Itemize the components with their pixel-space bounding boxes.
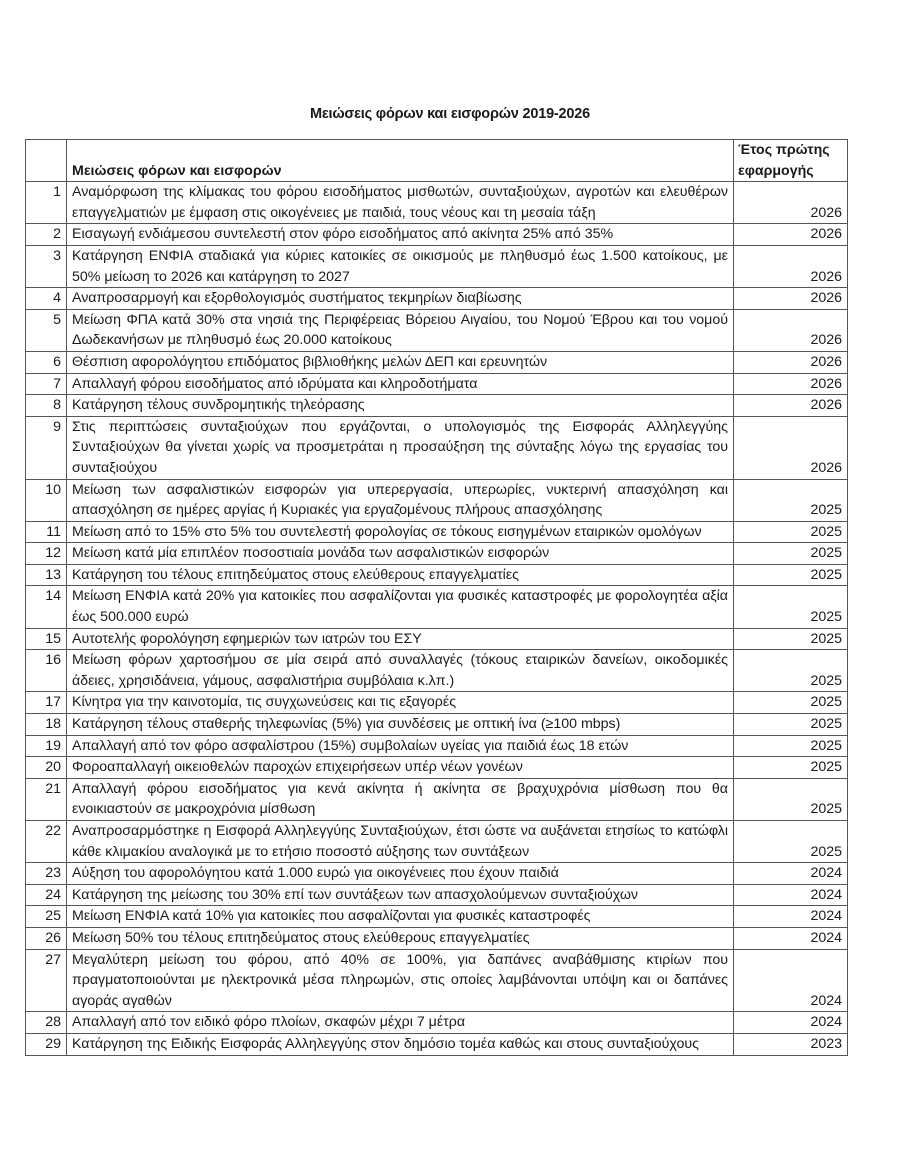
row-year: 2025 [734, 821, 848, 863]
row-description: Εισαγωγή ενδιάμεσου συντελεστή στον φόρο εισοδήματος από ακίνητα 25% από 35% [67, 224, 734, 246]
row-year: 2025 [734, 650, 848, 692]
row-description: Απαλλαγή φόρου εισοδήματος από ιδρύματα και κληροδοτήματα [67, 373, 734, 395]
table-row [26, 906, 848, 928]
row-number: 5 [26, 309, 67, 351]
row-number: 29 [26, 1033, 67, 1055]
table-row [26, 628, 848, 650]
row-year: 2024 [734, 884, 848, 906]
table-row [26, 479, 848, 521]
table-row [26, 182, 848, 224]
row-year: 2024 [734, 906, 848, 928]
row-description: Αναπροσαρμόστηκε η Εισφορά Αλληλεγγύης Συνταξιούχων, έτσι ώστε να αυξάνεται ετησίως το κατώφλι κάθε κλιμακίου αναλογικά με το ετήσιο ποσοστό αύξησης των συντάξεων [67, 821, 734, 863]
row-number: 17 [26, 692, 67, 714]
row-description: Απαλλαγή από τον φόρο ασφαλίστρου (15%) συμβολαίων υγείας για παιδιά έως 18 ετών [67, 735, 734, 757]
table-row [26, 245, 848, 287]
row-description: Μείωση των ασφαλιστικών εισφορών για υπερεργασία, υπερωρίες, νυκτερινή απασχόληση και απασχόληση σε ημέρες αργίας ή Κυριακές για εργαζομένους πλήρους απασχόλησης [67, 479, 734, 521]
row-number: 10 [26, 479, 67, 521]
row-number: 12 [26, 543, 67, 565]
row-description: Απαλλαγή από τον ειδικό φόρο πλοίων, σκαφών μέχρι 7 μέτρα [67, 1012, 734, 1034]
header-number [26, 140, 67, 182]
row-year: 2026 [734, 373, 848, 395]
row-number: 24 [26, 884, 67, 906]
table-row [26, 863, 848, 885]
table-row [26, 373, 848, 395]
table-row [26, 1012, 848, 1034]
row-year: 2026 [734, 245, 848, 287]
row-number: 14 [26, 586, 67, 628]
table-row [26, 309, 848, 351]
row-description: Μείωση φόρων χαρτοσήμου σε μία σειρά από συναλλαγές (τόκους εταιρικών δανείων, οικοδομικές άδειες, χρησιδάνεια, γάμους, ασφαλιστήρια συμβόλαια κ.λπ.) [67, 650, 734, 692]
row-year: 2025 [734, 692, 848, 714]
row-description: Κατάργηση της μείωσης του 30% επί των συντάξεων των απασχολούμενων συνταξιούχων [67, 884, 734, 906]
row-year: 2025 [734, 521, 848, 543]
table-row [26, 714, 848, 736]
table-row [26, 395, 848, 417]
row-year: 2026 [734, 288, 848, 310]
row-description: Μείωση ΦΠΑ κατά 30% στα νησιά της Περιφέρειας Βόρειου Αιγαίου, του Νομού Έβρου και του νομού Δωδεκανήσων με πληθυσμό έως 20.000 κατοίκους [67, 309, 734, 351]
row-year: 2024 [734, 1012, 848, 1034]
tax-reductions-table [25, 139, 848, 1056]
header-description: Μειώσεις φόρων και εισφορών [67, 140, 734, 182]
row-number: 2 [26, 224, 67, 246]
row-year: 2025 [734, 586, 848, 628]
row-year: 2026 [734, 416, 848, 479]
row-description: Κατάργηση τέλους σταθερής τηλεφωνίας (5%) για συνδέσεις με οπτική ίνα (≥100 mbps) [67, 714, 734, 736]
row-year: 2026 [734, 224, 848, 246]
row-year: 2024 [734, 863, 848, 885]
row-description: Μείωση 50% του τέλους επιτηδεύματος στους ελεύθερους επαγγελματίες [67, 927, 734, 949]
row-description: Μείωση ΕΝΦΙΑ κατά 10% για κατοικίες που ασφαλίζονται για φυσικές καταστροφές [67, 906, 734, 928]
row-description: Κίνητρα για την καινοτομία, τις συγχωνεύσεις και τις εξαγορές [67, 692, 734, 714]
document-title: Μειώσεις φόρων και εισφορών 2019-2026 [309, 106, 591, 122]
row-number: 27 [26, 949, 67, 1012]
row-description: Αναπροσαρμογή και εξορθολογισμός συστήματος τεκμηρίων διαβίωσης [67, 288, 734, 310]
row-year: 2025 [734, 735, 848, 757]
row-year: 2026 [734, 182, 848, 224]
table-row [26, 778, 848, 820]
row-number: 11 [26, 521, 67, 543]
table-row [26, 586, 848, 628]
table-row [26, 757, 848, 779]
table-row [26, 564, 848, 586]
table-row [26, 692, 848, 714]
row-number: 26 [26, 927, 67, 949]
row-year: 2025 [734, 479, 848, 521]
row-description: Θέσπιση αφορολόγητου επιδόματος βιβλιοθήκης μελών ΔΕΠ και ερευνητών [67, 351, 734, 373]
table-row [26, 650, 848, 692]
row-description: Στις περιπτώσεις συνταξιούχων που εργάζονται, ο υπολογισμός της Εισφοράς Αλληλεγγύης Συνταξιούχων θα γίνεται χωρίς να προσμετράται η προσαύξηση της σύνταξης λόγω της εργασίας του συνταξιούχου [67, 416, 734, 479]
table-row [26, 1033, 848, 1055]
row-description: Αύξηση του αφορολόγητου κατά 1.000 ευρώ για οικογένειες που έχουν παιδιά [67, 863, 734, 885]
row-number: 22 [26, 821, 67, 863]
row-number: 20 [26, 757, 67, 779]
header-year: Έτος πρώτης εφαρμογής [734, 140, 848, 182]
table-row [26, 224, 848, 246]
row-number: 4 [26, 288, 67, 310]
row-description: Μεγαλύτερη μείωση του φόρου, από 40% σε 100%, για δαπάνες αναβάθμισης κτιρίων που πραγματοποιούνται με ηλεκτρονικά μέσα πληρωμών, στις οποίες λαμβάνονται υπόψη και οι δαπάνες αγοράς αγαθών [67, 949, 734, 1012]
row-year: 2025 [734, 778, 848, 820]
row-description: Φοροαπαλλαγή οικειοθελών παροχών επιχειρήσεων υπέρ νέων γονέων [67, 757, 734, 779]
row-description: Μείωση κατά μία επιπλέον ποσοστιαία μονάδα των ασφαλιστικών εισφορών [67, 543, 734, 565]
row-description: Μείωση από το 15% στο 5% του συντελεστή φορολογίας σε τόκους εισηγμένων εταιρικών ομολόγων [67, 521, 734, 543]
table-row [26, 949, 848, 1012]
row-year: 2026 [734, 395, 848, 417]
row-year: 2024 [734, 927, 848, 949]
table-row [26, 735, 848, 757]
table-row [26, 927, 848, 949]
row-number: 28 [26, 1012, 67, 1034]
table-header-row [26, 140, 848, 182]
row-number: 8 [26, 395, 67, 417]
row-year: 2025 [734, 757, 848, 779]
row-year: 2025 [734, 628, 848, 650]
row-description: Κατάργηση του τέλους επιτηδεύματος στους ελεύθερους επαγγελματίες [67, 564, 734, 586]
row-number: 19 [26, 735, 67, 757]
row-number: 3 [26, 245, 67, 287]
row-number: 13 [26, 564, 67, 586]
table-row [26, 416, 848, 479]
row-description: Αναμόρφωση της κλίμακας του φόρου εισοδήματος μισθωτών, συνταξιούχων, αγροτών και ελευθέρων επαγγελματιών με έμφαση στις οικογένειες με παιδιά, τους νέους και τη μεσαία τάξη [67, 182, 734, 224]
row-number: 7 [26, 373, 67, 395]
row-description: Κατάργηση της Ειδικής Εισφοράς Αλληλεγγύης στον δημόσιο τομέα καθώς και στους συνταξιούχους [67, 1033, 734, 1055]
row-number: 1 [26, 182, 67, 224]
row-number: 9 [26, 416, 67, 479]
table-row [26, 884, 848, 906]
row-number: 16 [26, 650, 67, 692]
row-number: 21 [26, 778, 67, 820]
table-row [26, 351, 848, 373]
row-year: 2025 [734, 564, 848, 586]
row-description: Αυτοτελής φορολόγηση εφημεριών των ιατρών του ΕΣΥ [67, 628, 734, 650]
row-number: 23 [26, 863, 67, 885]
row-year: 2026 [734, 309, 848, 351]
row-number: 6 [26, 351, 67, 373]
row-description: Μείωση ΕΝΦΙΑ κατά 20% για κατοικίες που ασφαλίζονται για φυσικές καταστροφές με φορολογητέα αξία έως 500.000 ευρώ [67, 586, 734, 628]
row-year: 2024 [734, 949, 848, 1012]
row-year: 2026 [734, 351, 848, 373]
row-number: 18 [26, 714, 67, 736]
row-number: 25 [26, 906, 67, 928]
table-row [26, 521, 848, 543]
row-description: Απαλλαγή φόρου εισοδήματος για κενά ακίνητα ή ακίνητα σε βραχυχρόνια μίσθωση που θα ενοικιαστούν σε μακροχρόνια μίσθωση [67, 778, 734, 820]
row-year: 2025 [734, 543, 848, 565]
table-row [26, 288, 848, 310]
row-description: Κατάργηση ΕΝΦΙΑ σταδιακά για κύριες κατοικίες σε οικισμούς με πληθυσμό έως 1.500 κατοίκους, με 50% μείωση το 2026 και κατάργηση το 2027 [67, 245, 734, 287]
row-number: 15 [26, 628, 67, 650]
row-description: Κατάργηση τέλους συνδρομητικής τηλεόρασης [67, 395, 734, 417]
table-row [26, 543, 848, 565]
row-year: 2025 [734, 714, 848, 736]
table-row [26, 821, 848, 863]
row-year: 2023 [734, 1033, 848, 1055]
